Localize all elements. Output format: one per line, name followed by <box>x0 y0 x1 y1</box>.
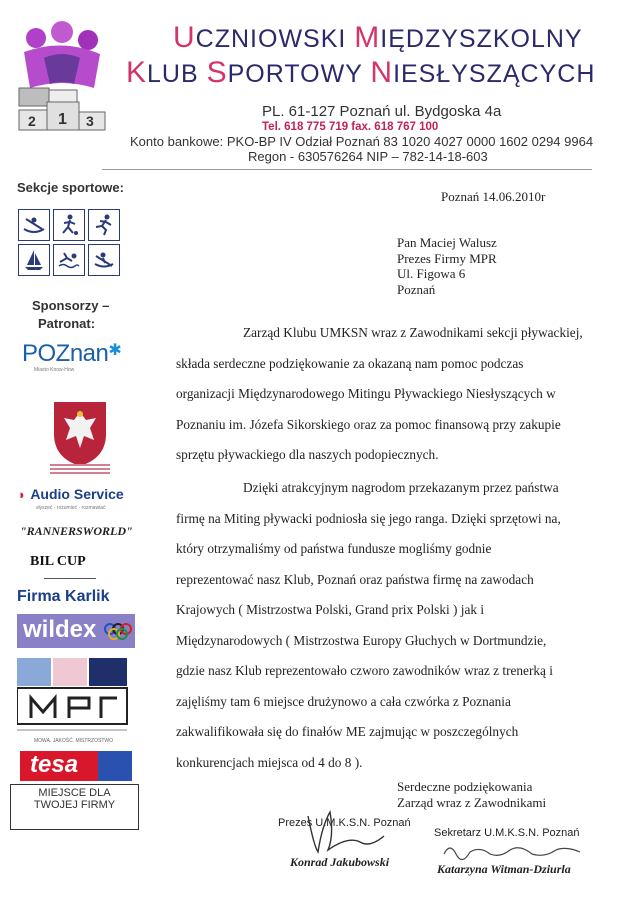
bilcup-underline <box>44 572 96 579</box>
letter-paragraph-2 <box>176 473 561 778</box>
sports-icons-grid <box>18 209 120 276</box>
recipient-line: Ul. Figowa 6 <box>397 266 466 281</box>
club-name-line-2: KLUB SPORTOWY NIESŁYSZĄCYCH <box>126 56 596 89</box>
body-line: składa serdeczne podziękowanie za okazaną nam pomoc podczas <box>176 355 524 371</box>
mpr-logo <box>17 658 135 738</box>
sports-sections-title: Sekcje sportowe: <box>17 180 124 195</box>
body-line: organizacji Międzynarodowego Mitingu Pływackiego Niesłyszących w <box>176 386 556 401</box>
body-line: zakwalifikowała się do finałów ME zajmując w poszczególnych <box>176 724 519 739</box>
body-line: Dzięki atrakcyjnym nagrodom przekazanym przez państwa <box>243 480 559 495</box>
poznan-logo-subtitle: Miasto Know-How <box>34 367 75 373</box>
recipient-line: Poznań <box>397 281 436 297</box>
regon-nip: Regon - 630576264 NIP – 782-14-18-603 <box>248 149 488 164</box>
body-line: który otrzymaliśmy od państwa fundusze mogliśmy godnie <box>176 541 492 556</box>
body-line: Zarząd Klubu UMKSN wraz z Zawodnikami sekcji pływackiej, <box>243 325 583 340</box>
club-name-line-1: UCZNIOWSKI MIĘDZYSZKOLNY <box>173 21 583 54</box>
body-line: gdzie nasz Klub reprezentowało czworo zawodników wraz z trenerką i <box>176 663 553 678</box>
runner-icon <box>88 209 120 241</box>
olympic-rings-icon <box>103 622 133 642</box>
ear-icon: ◗ <box>18 487 26 502</box>
kayak-icon <box>18 209 50 241</box>
wildex-logo: wildex <box>17 614 135 648</box>
secretary-signature <box>440 838 590 862</box>
rannersworld-logo: "RANNERSWORLD" <box>20 524 133 538</box>
svg-text:1: 1 <box>58 111 67 128</box>
coat-of-arms-caption <box>50 462 110 478</box>
sponsors-title: Sponsorzy – <box>32 298 110 313</box>
president-signature <box>300 806 390 858</box>
president-name: Konrad Jakubowski <box>290 855 390 869</box>
club-logo <box>14 18 109 136</box>
club-address: PL. 61-127 Poznań ul. Bydgoska 4a <box>262 103 502 120</box>
podium-figures-icon <box>14 18 109 136</box>
body-line: zajęliśmy tam 6 miejsce drużynowo a cała czwórka z Poznania <box>176 693 511 709</box>
club-phones: Tel. 618 775 719 fax. 618 767 100 <box>262 121 439 133</box>
rowing-icon <box>88 244 120 276</box>
closing-line: Zarząd wraz z Zawodnikami <box>397 795 547 810</box>
bank-account: Konto bankowe: PKO-BP IV Odział Poznań 83 1020 4027 0000 1602 0294 9964 <box>130 134 594 149</box>
ad-placeholder-box <box>10 784 139 830</box>
recipient-line: Pan Maciej Walusz <box>397 235 497 250</box>
poznan-logo: POZnan✱ <box>22 340 122 367</box>
header-divider <box>102 169 592 170</box>
football-icon <box>53 209 85 241</box>
sailboat-icon <box>18 244 50 276</box>
closing-block <box>397 779 546 811</box>
recipient-line: Prezes Firmy MPR <box>397 250 497 266</box>
ad-box-line-2: TWOJEJ FIRMY <box>33 799 116 811</box>
secretary-name: Katarzyna Witman-Dziurla <box>437 862 571 876</box>
audio-service-logo: ◗ Audio Service <box>18 486 124 502</box>
body-line: reprezentować nasz Klub, Poznań oraz państwa firmę na zawodach <box>176 571 534 587</box>
body-line: konkurencjach miejsca od 4 do 8 ). <box>176 754 363 770</box>
body-line: Krajowych ( Mistrzostwa Polski, Grand prix Polski ) jak i <box>176 602 485 617</box>
tesa-logo: tesa <box>20 751 132 781</box>
star-icon: ✱ <box>108 342 122 359</box>
body-line: firmę na Miting pływacki podniosła się jego ranga. Dzięki sprzętowi na, <box>176 510 561 526</box>
body-line: Poznaniu im. Józefa Sikorskiego oraz za pomoc finansową przy zakupie <box>176 416 561 432</box>
audio-service-tagline: słyszeć · rozumieć · rozmawiać <box>36 505 106 511</box>
secretary-title: Sekretarz U.M.K.S.N. Poznań <box>434 827 580 839</box>
recipient-block <box>397 235 497 297</box>
closing-line: Serdeczne podziękowania <box>397 779 533 794</box>
svg-text:3: 3 <box>86 113 94 129</box>
body-line: sprzętu pływackiego dla naszych podopiecznych. <box>176 447 439 462</box>
president-title: Prezes U.M.K.S.N. Poznań <box>278 817 411 829</box>
bilcup-logo: BIL CUP <box>30 554 86 569</box>
firma-karlik-logo: Firma Karlik <box>17 588 110 605</box>
body-line: Międzynarodowych ( Mistrzostwa Europy Głuchych w Dortmundzie, <box>176 632 547 648</box>
patronage-title: Patronat: <box>38 316 96 331</box>
swimmer-icon <box>53 244 85 276</box>
mpr-tagline: MOWA. JAKOŚĆ. MISTRZOSTWO <box>34 738 113 744</box>
letter-paragraph-1 <box>176 318 583 471</box>
ad-box-line-1: MIEJSCE DLA <box>38 787 111 799</box>
svg-text:2: 2 <box>28 113 36 129</box>
place-date: Poznań 14.06.2010r <box>441 189 546 204</box>
